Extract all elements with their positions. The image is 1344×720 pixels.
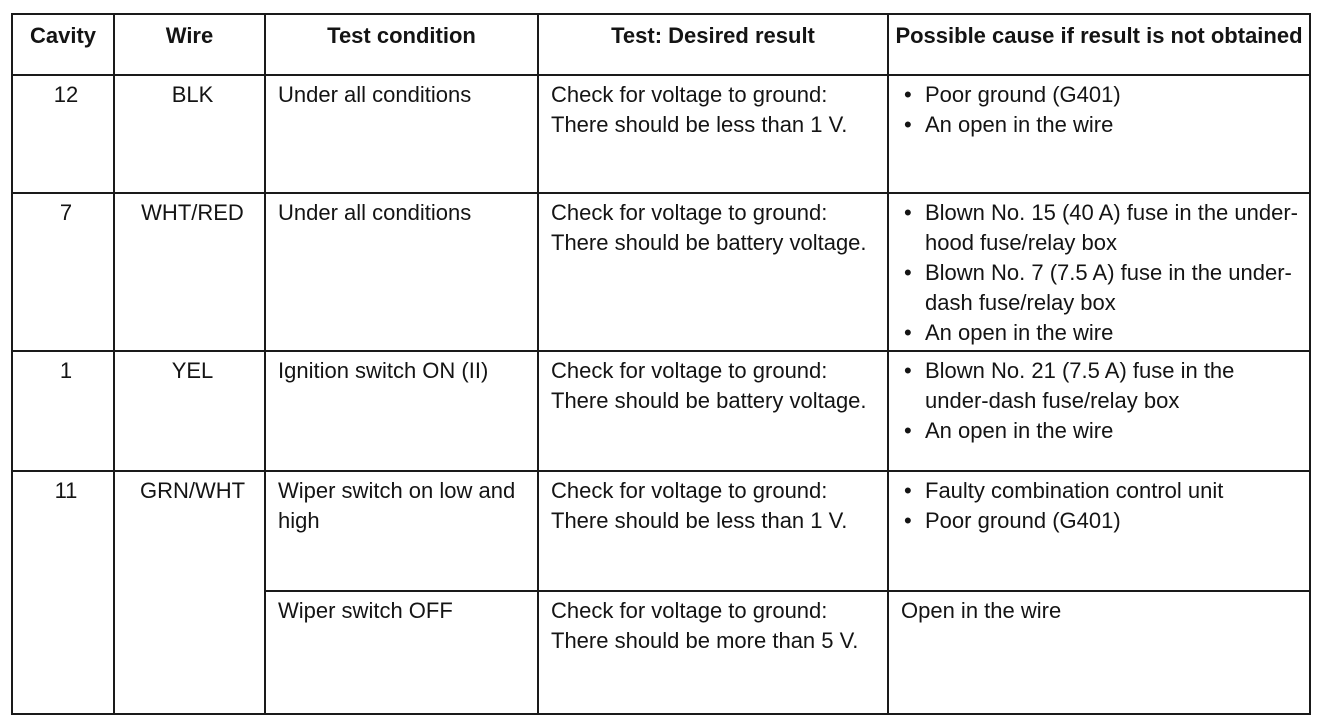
cause-item: • An open in the wire — [901, 318, 1303, 348]
header-wire: Wire — [114, 14, 265, 75]
header-cavity: Cavity — [12, 14, 114, 75]
cavity-cell: 1 — [12, 351, 114, 471]
result-line: Check for voltage to ground: — [551, 358, 828, 383]
result-cell — [538, 193, 888, 351]
result-line: Check for voltage to ground: — [551, 478, 828, 503]
result-line: Check for voltage to ground: — [551, 82, 828, 107]
result-line: Check for voltage to ground: — [551, 200, 828, 225]
cause-item: • Blown No. 15 (40 A) fuse in the under-hood fuse/relay box — [901, 198, 1303, 258]
result-cell — [538, 591, 888, 714]
cause-item: • An open in the wire — [901, 416, 1303, 446]
result-line: There should be battery voltage. — [551, 230, 867, 255]
cause-list — [901, 476, 1303, 536]
diagnostic-table — [11, 13, 1311, 715]
cause-item: • Blown No. 7 (7.5 A) fuse in the under-dash fuse/relay box — [901, 258, 1303, 318]
header-possible-cause: Possible cause if result is not obtained — [888, 14, 1310, 75]
cause-cell — [888, 471, 1310, 591]
cause-cell: Open in the wire — [888, 591, 1310, 714]
result-line: Check for voltage to ground: — [551, 598, 828, 623]
cause-item: • Blown No. 21 (7.5 A) fuse in the under-dash fuse/relay box — [901, 356, 1303, 416]
table-row — [12, 75, 1310, 193]
result-cell — [538, 75, 888, 193]
table-row — [12, 193, 1310, 351]
wire-cell: GRN/WHT — [114, 471, 265, 714]
header-test-condition: Test condition — [265, 14, 538, 75]
cause-cell — [888, 75, 1310, 193]
condition-cell: Under all conditions — [265, 193, 538, 351]
condition-cell: Wiper switch on low and high — [265, 471, 538, 591]
cavity-cell: 11 — [12, 471, 114, 714]
result-cell — [538, 471, 888, 591]
wire-cell: BLK — [114, 75, 265, 193]
cause-item: • Poor ground (G401) — [901, 80, 1303, 110]
cause-item: • Poor ground (G401) — [901, 506, 1303, 536]
condition-cell: Wiper switch OFF — [265, 591, 538, 714]
condition-cell: Under all conditions — [265, 75, 538, 193]
wire-cell: YEL — [114, 351, 265, 471]
cavity-cell: 12 — [12, 75, 114, 193]
table-row — [12, 471, 1310, 591]
result-line: There should be less than 1 V. — [551, 508, 848, 533]
wire-cell: WHT/RED — [114, 193, 265, 351]
cause-item: • An open in the wire — [901, 110, 1303, 140]
table-row — [12, 351, 1310, 471]
cause-list — [901, 198, 1303, 348]
cause-cell — [888, 351, 1310, 471]
header-desired-result: Test: Desired result — [538, 14, 888, 75]
cause-item: • Faulty combination control unit — [901, 476, 1303, 506]
result-line: There should be more than 5 V. — [551, 628, 859, 653]
result-line: There should be less than 1 V. — [551, 112, 848, 137]
cavity-cell: 7 — [12, 193, 114, 351]
header-row — [12, 14, 1310, 75]
cause-list — [901, 80, 1303, 140]
cause-list — [901, 356, 1303, 446]
result-cell — [538, 351, 888, 471]
result-line: There should be battery voltage. — [551, 388, 867, 413]
cause-cell — [888, 193, 1310, 351]
condition-cell: Ignition switch ON (II) — [265, 351, 538, 471]
